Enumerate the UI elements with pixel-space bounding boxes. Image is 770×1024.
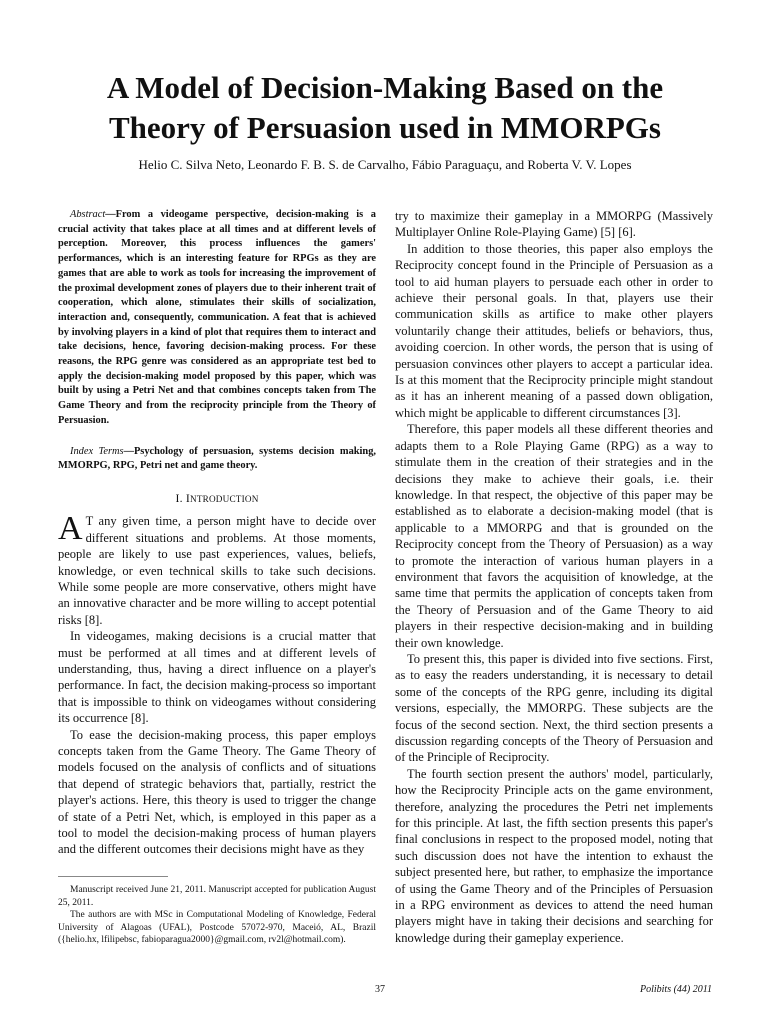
drop-cap: A (58, 510, 83, 548)
intro-paragraph-2: In videogames, making decisions is a crucial matter that must be performed at all times and at different levels of understanding, thus, having a direct influence on a player's performance. In fact, the decision making-process so important that is impossible to think on videogames without considering its occurrence [8]. (58, 629, 376, 726)
footnotes (58, 884, 376, 947)
section-heading-numeral: I. I (175, 490, 190, 505)
index-terms-label: Index Terms (70, 445, 124, 457)
right-paragraph-3: To present this, this paper is divided into five sections. First, as to easy the readers understanding, it is necessary to detail some of the concepts of the RPG genre, including its digital versions, especially, the MMORPG. These subjects are the focus of the second section. Next, the third section presents a discussion regarding concepts of the Theory of Persuasion and of the Principle of Reciprocity. (395, 651, 713, 765)
intro-paragraph-3: To ease the decision-making process, this paper employs concepts taken from the Game Theory. The Game Theory of models focused on the analysis of conflicts and of situations that depend of strategic behaviors that, partially, restrict the player's actions. Here, this theory is used to trigger the change of state of a Petri Net, which, is employed in this paper as a tool to model the decision-making process of human players and the different outcomes their decisions might have as they (58, 727, 376, 857)
right-column (395, 208, 713, 946)
index-terms-text: —Psychology of persuasion, systems decision making, MMORPG, RPG, Petri net and game theory. (58, 445, 376, 472)
intro-paragraph-1-text: T any given time, a person might have to decide over different situations and problems. At those moments, people are likely to use past experiences, values, beliefs, knowledge, or even technical skills to take such decisions. While some people are more conservative, others might have an innovative character and be more willing to accept potential risks [8]. (58, 514, 376, 627)
abstract-label: Abstract (70, 209, 106, 220)
abstract (58, 208, 376, 429)
section-heading-introduction (58, 490, 376, 507)
abstract-text: —From a videogame perspective, decision-making is a crucial activity that takes place at all times and at different levels of perception. Moreover, this process influences the gamers' performances, which is an interesting feature for RPGs as they are games that are able to work as tools for increasing the improvement of the proximal development zones of players due to their inherent trait of cooperation, which alone, stimulates their skills of socialization, interaction and, consequently, communication. A feat that is achieved by involving players in a kind of plot that requires them to interact and take decisions, hence, favoring decision-making process. For these reasons, the RPG genre was considered as an appropriate test bed to apply the decision-making model proposed by this paper, which was built by using a Petri Net and that combines concepts taken from The Game Theory and from the reciprocity principle from the Theory of Persuasion. (58, 209, 376, 426)
page-number: 37 (375, 984, 385, 995)
footnote-divider (58, 876, 168, 877)
right-paragraph-2: Therefore, this paper models all these different theories and adapts them to a Role Playing Game (RPG) as a way to stimulate them in the creation of their strategies and in the decisions they make to achieve their goals, i.e. their knowledge. In that respect, the objective of this paper may be established as to elaborate a decision-making model (that is applicable to a MMORPG and that is grounded on the Reciprocity concept from the Theory of Persuasion) as a way to promote the interaction of various human players in a environment that favors the acquisition of knowledge, at the same time that permits the application of concepts taken from the Theory of Persuasion and of the Game Theory to aid players in their respective decision-making and in building their own knowledge. (395, 422, 713, 650)
right-paragraph-0: try to maximize their gameplay in a MMORPG (Massively Multiplayer Online Role-Playing Game) [5] [6]. (395, 209, 713, 240)
right-paragraph-1: In addition to those theories, this paper also employs the Reciprocity concept found in the Principle of Persuasion as a tool to aid human players to persuade each other in order to achieve their personal goals. In that, players use their communication skills as artifice to make other players voluntarily change their attitudes, beliefs or behaviors, thus, avoiding coercion. In other words, the person that is using of persuasion convinces other players to accept a particular idea. Is at this moment that the Reciprocity principle might standout as it has an inherent meaning of a passed down obligation, which might be applicable to different circumstances [3]. (395, 241, 713, 420)
journal-footer: Polibits (44) 2011 (639, 984, 712, 995)
section-heading-rest: NTRODUCTION (190, 493, 259, 504)
footnote-received: Manuscript received June 21, 2011. Manuscript accepted for publication August 25, 2011. (58, 885, 376, 908)
index-terms (58, 445, 376, 474)
intro-paragraph-1 (58, 510, 376, 628)
author-list: Helio C. Silva Neto, Leonardo F. B. S. de Carvalho, Fábio Paraguaçu, and Roberta V. V. Lopes (138, 157, 632, 172)
left-column (58, 208, 376, 858)
right-paragraph-4: The fourth section present the authors' model, particularly, how the Reciprocity Principle acts on the game environment, therefore, analyzing the procedures the Petri net implements for this principle. At last, the fifth section presents this paper's final conclusions in respect to the proposed model, noting that such discussion does not have the intention to exhaust the subject presented here, but rather, to emphasize the importance of using the Game Theory and of the Principles of Persuasion in a RPG environment as devices to attend the need human players might have in taking their decisions and searching for knowledge during their gameplay experience. (395, 766, 713, 945)
footnote-affiliation: The authors are with MSc in Computational Modeling of Knowledge, Federal University of Alagoas (UFAL), Postcode 57072-970, Maceió, AL, Brazil ({helio.hx, lfilipebsc, fabioparagua2000}@gmail.com, rv2l@hotmail.com). (58, 910, 376, 946)
paper-title: A Model of Decision-Making Based on the Theory of Persuasion used in MMORPGs (106, 70, 664, 145)
